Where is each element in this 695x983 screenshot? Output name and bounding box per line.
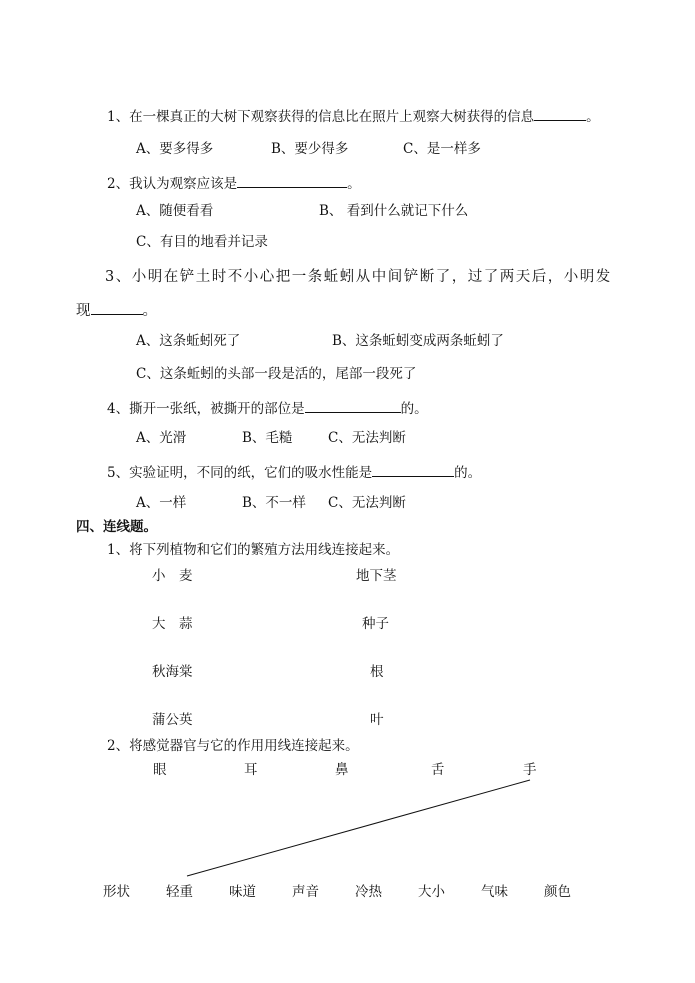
function-item: 味道 — [229, 884, 256, 900]
question-5-stem: 5、实验证明，不同的纸，它们的吸水性能是 — [107, 465, 373, 481]
method-item: 根 — [370, 664, 384, 680]
function-item: 声音 — [292, 884, 319, 900]
question-1-option-b: B、要少得多 — [271, 141, 349, 157]
question-1-end: 。 — [586, 109, 600, 125]
question-4-option-c: C、无法判断 — [328, 430, 406, 446]
question-4-end: 的。 — [400, 401, 428, 417]
question-3-option-b: B、这条蚯蚓变成两条蚯蚓了 — [332, 333, 504, 349]
question-3-option-a: A、这条蚯蚓死了 — [136, 333, 241, 349]
method-item: 叶 — [370, 712, 384, 728]
question-1-stem: 1、在一棵真正的大树下观察获得的信息比在照片上观察大树获得的信息 — [107, 109, 535, 125]
plant-item: 小 麦 — [152, 568, 193, 584]
question-5-end: 的。 — [454, 465, 482, 481]
function-item: 大小 — [418, 884, 445, 900]
function-item: 冷热 — [355, 884, 382, 900]
organ-item: 眼 — [153, 762, 167, 778]
plant-item: 秋海棠 — [152, 664, 193, 680]
method-item: 地下茎 — [356, 568, 397, 584]
question-5-option-c: C、无法判断 — [328, 495, 406, 511]
question-2-option-a: A、随便看看 — [136, 203, 214, 219]
question-3-option-c: C、这条蚯蚓的头部一段是活的，尾部一段死了 — [136, 366, 417, 382]
question-4-stem: 4、撕开一张纸，被撕开的部位是 — [107, 401, 305, 417]
section-4-q1-stem: 1、将下列植物和它们的繁殖方法用线连接起来。 — [107, 542, 400, 558]
question-5-option-b: B、不一样 — [242, 495, 306, 511]
function-item: 形状 — [103, 884, 130, 900]
question-1-option-a: A、要多得多 — [136, 141, 214, 157]
question-2-stem: 2、我认为观察应该是 — [107, 176, 238, 192]
organ-item: 舌 — [431, 762, 445, 778]
question-2-option-b: B、 看到什么就记下什么 — [319, 203, 469, 219]
organ-item: 鼻 — [335, 762, 349, 778]
plant-item: 蒲公英 — [152, 712, 193, 728]
question-3-stem-tail: 现 — [76, 303, 91, 319]
section-4-title: 四、连线题。 — [76, 519, 157, 535]
organ-item: 耳 — [244, 762, 258, 778]
question-4-option-a: A、光滑 — [136, 430, 187, 446]
organ-item: 手 — [523, 762, 537, 778]
method-item: 种子 — [362, 616, 389, 632]
question-3-line-1: 3、小明在铲土时不小心把一条蚯蚓从中间铲断了，过了两天后，小明发 — [105, 269, 612, 285]
plant-item: 大 蒜 — [152, 616, 193, 632]
question-4-option-b: B、毛糙 — [242, 430, 293, 446]
function-item: 气味 — [481, 884, 508, 900]
question-2-end: 。 — [347, 176, 361, 192]
question-3-end: 。 — [142, 303, 157, 319]
function-item: 轻重 — [166, 884, 193, 900]
question-5-option-a: A、一样 — [136, 495, 187, 511]
function-item: 颜色 — [544, 884, 571, 900]
question-1-option-c: C、是一样多 — [403, 141, 481, 157]
question-2-option-c: C、有目的地看并记录 — [136, 234, 268, 250]
section-4-q2-stem: 2、将感觉器官与它的作用用线连接起来。 — [107, 738, 359, 754]
